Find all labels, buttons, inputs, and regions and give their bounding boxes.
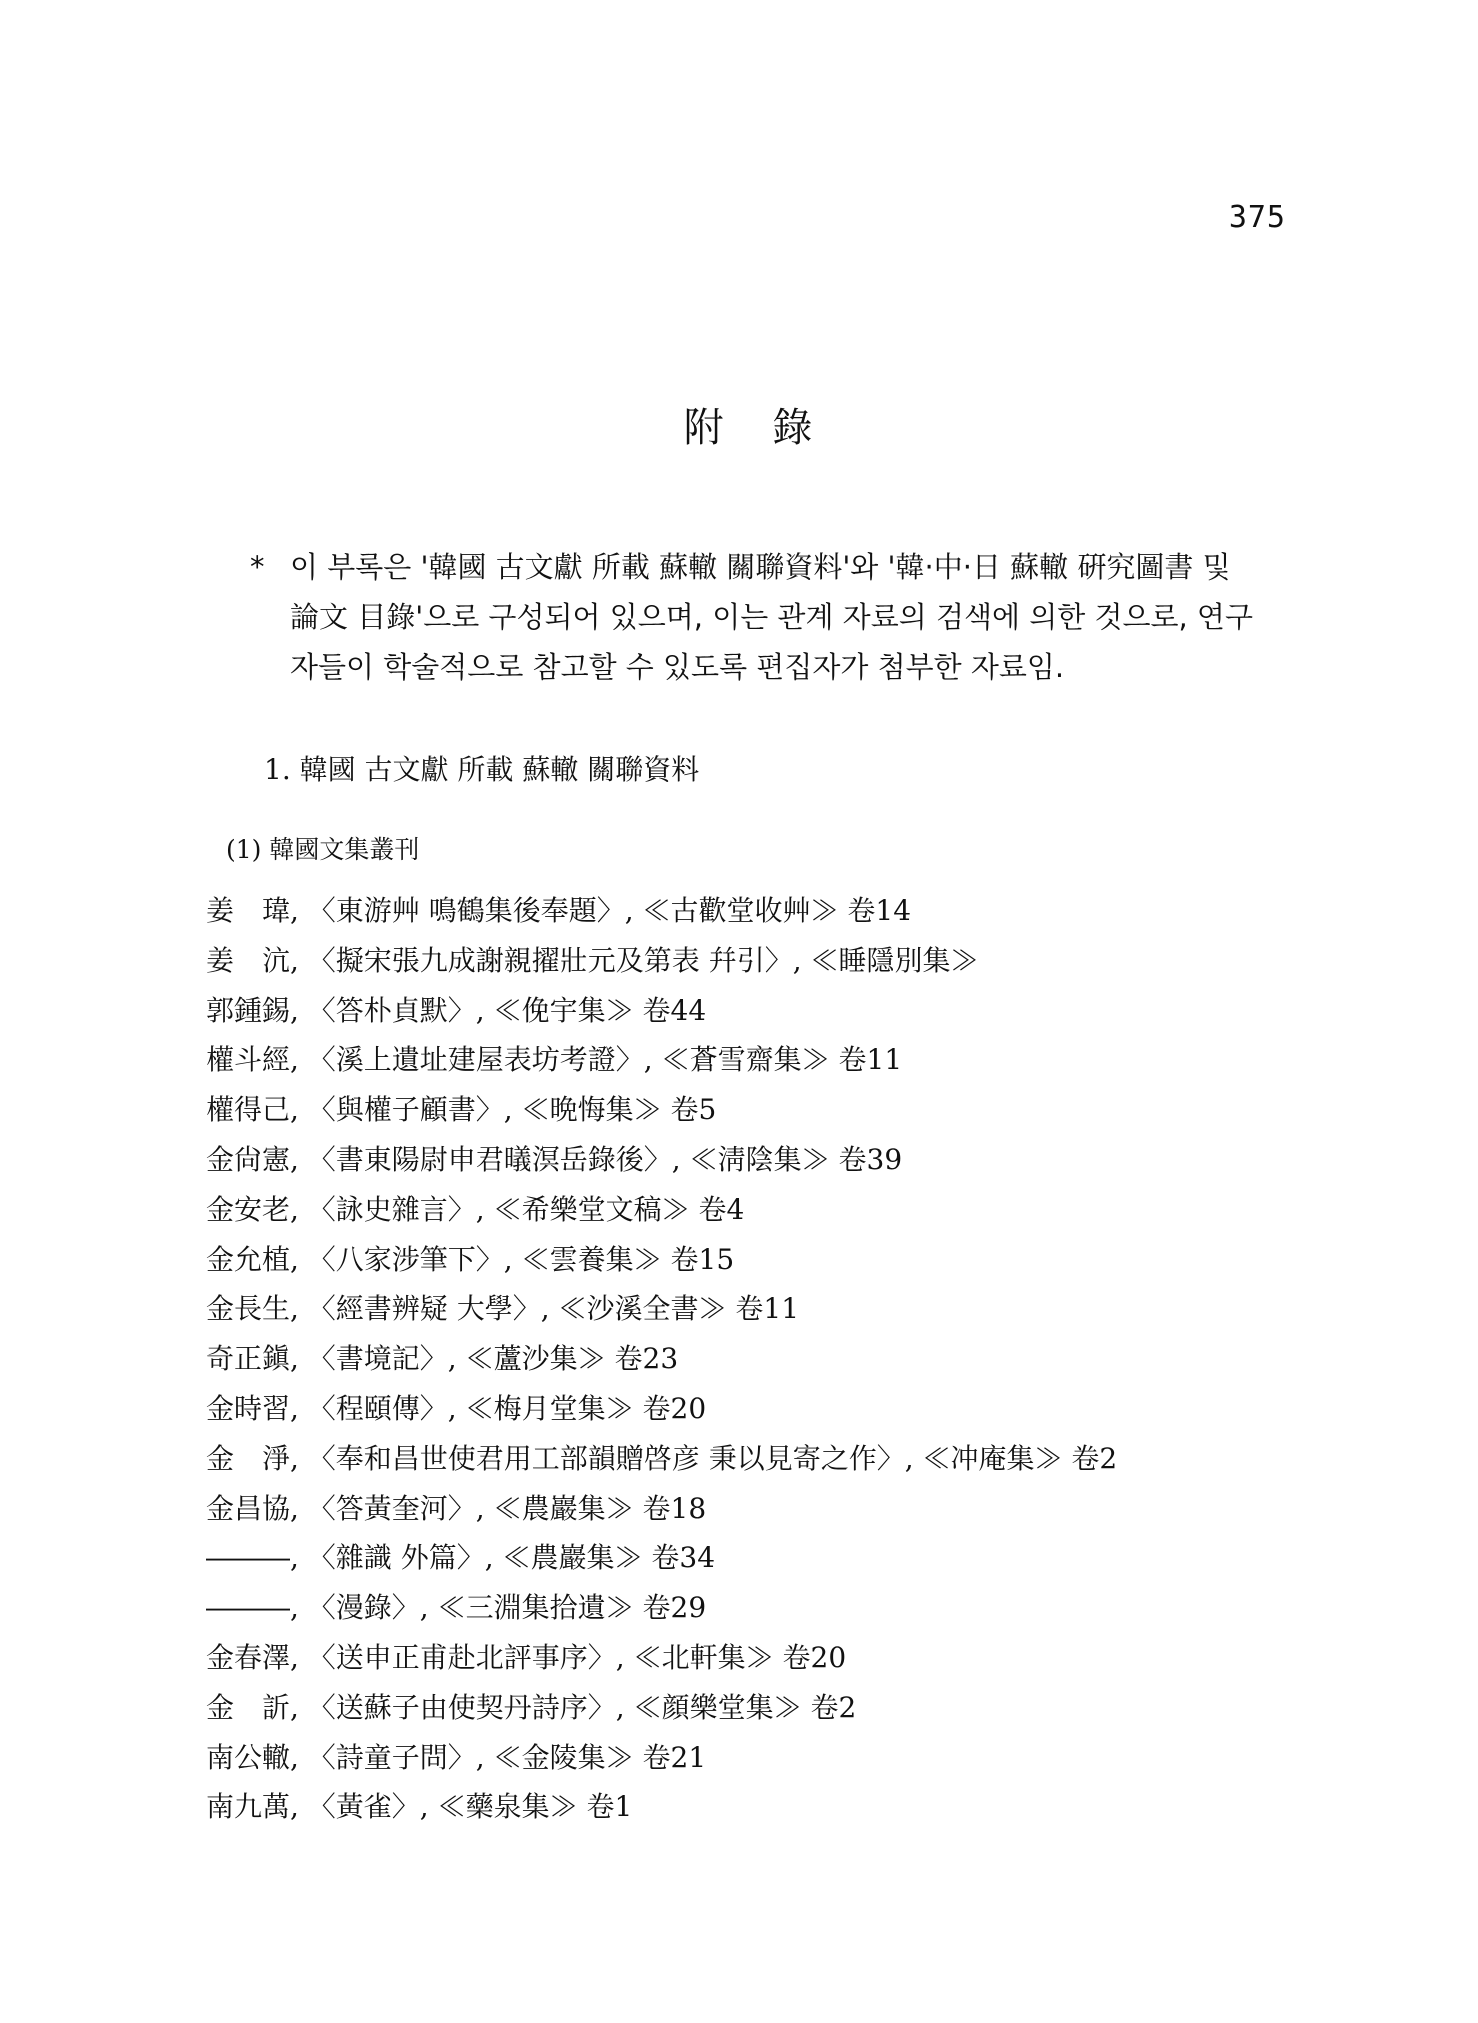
bibliography-entry: 金 訢, 〈送蘇子由使契丹詩序〉, ≪顔樂堂集≫ 卷2 xyxy=(206,1690,857,1724)
bibliography-entry: 南九萬, 〈黃雀〉, ≪藥泉集≫ 卷1 xyxy=(206,1790,633,1824)
bibliography-entry: 權斗經, 〈溪上遺址建屋表坊考證〉, ≪蒼雪齋集≫ 卷11 xyxy=(206,1043,903,1077)
note-line: 이 부록은 '韓國 古文獻 所載 蘇轍 關聯資料'와 '韓·中·日 蘇轍 硏究圖書 및 xyxy=(290,550,1231,584)
bibliography-entry: 金昌協, 〈答黃奎河〉, ≪農巖集≫ 卷18 xyxy=(206,1491,707,1525)
bibliography-entry: 南公轍, 〈詩童子問〉, ≪金陵集≫ 卷21 xyxy=(206,1740,707,1774)
bibliography-entry: 金春澤, 〈送申正甫赴北評事序〉, ≪北軒集≫ 卷20 xyxy=(206,1640,847,1674)
page-title: 附 錄 xyxy=(683,405,831,451)
sub-heading: (1) 韓國文集叢刊 xyxy=(226,835,420,864)
bibliography-entry: 姜 沆, 〈擬宋張九成謝親擢壯元及第表 幷引〉, ≪睡隱別集≫ xyxy=(206,943,979,977)
note-line: 자들이 학술적으로 참고할 수 있도록 편집자가 첨부한 자료임. xyxy=(290,650,1065,684)
bibliography-entry: 奇正鎭, 〈書境記〉, ≪蘆沙集≫ 卷23 xyxy=(206,1342,679,1376)
bibliography-entry: 權得己, 〈與權子顧書〉, ≪晩悔集≫ 卷5 xyxy=(206,1093,717,1127)
section-heading: 1. 韓國 古文獻 所載 蘇轍 關聯資料 xyxy=(264,753,700,786)
bibliography-entry: ―――, 〈雜識 外篇〉, ≪農巖集≫ 卷34 xyxy=(206,1541,716,1575)
bibliography-entry: ―――, 〈漫錄〉, ≪三淵集拾遺≫ 卷29 xyxy=(206,1591,707,1625)
note-line: 論文 目錄'으로 구성되어 있으며, 이는 관계 자료의 검색에 의한 것으로, 연구 xyxy=(290,600,1253,634)
bibliography-entry: 金允植, 〈八家涉筆下〉, ≪雲養集≫ 卷15 xyxy=(206,1242,735,1276)
bibliography-entry: 金 淨, 〈奉和昌世使君用工部韻贈啓彦 秉以見寄之作〉, ≪冲庵集≫ 卷2 xyxy=(206,1441,1118,1475)
appendix-note xyxy=(250,542,1260,692)
page-number: 375 xyxy=(1228,200,1286,235)
bibliography-entry: 郭鍾錫, 〈答朴貞默〉, ≪俛宇集≫ 卷44 xyxy=(206,993,707,1027)
bibliography-entry: 金長生, 〈經書辨疑 大學〉, ≪沙溪全書≫ 卷11 xyxy=(206,1292,800,1326)
bibliography-entry: 金尙憲, 〈書東陽尉申君㬢溟岳錄後〉, ≪淸陰集≫ 卷39 xyxy=(206,1142,903,1176)
note-asterisk: * xyxy=(250,550,265,584)
bibliography-entry: 金時習, 〈程頤傳〉, ≪梅月堂集≫ 卷20 xyxy=(206,1391,707,1425)
bibliography-entry: 姜 瑋, 〈東游艸 鳴鶴集後奉題〉, ≪古歡堂收艸≫ 卷14 xyxy=(206,894,912,927)
bibliography-entry: 金安老, 〈詠史雜言〉, ≪希樂堂文稿≫ 卷4 xyxy=(206,1192,745,1226)
bibliography-list xyxy=(206,886,1306,1832)
